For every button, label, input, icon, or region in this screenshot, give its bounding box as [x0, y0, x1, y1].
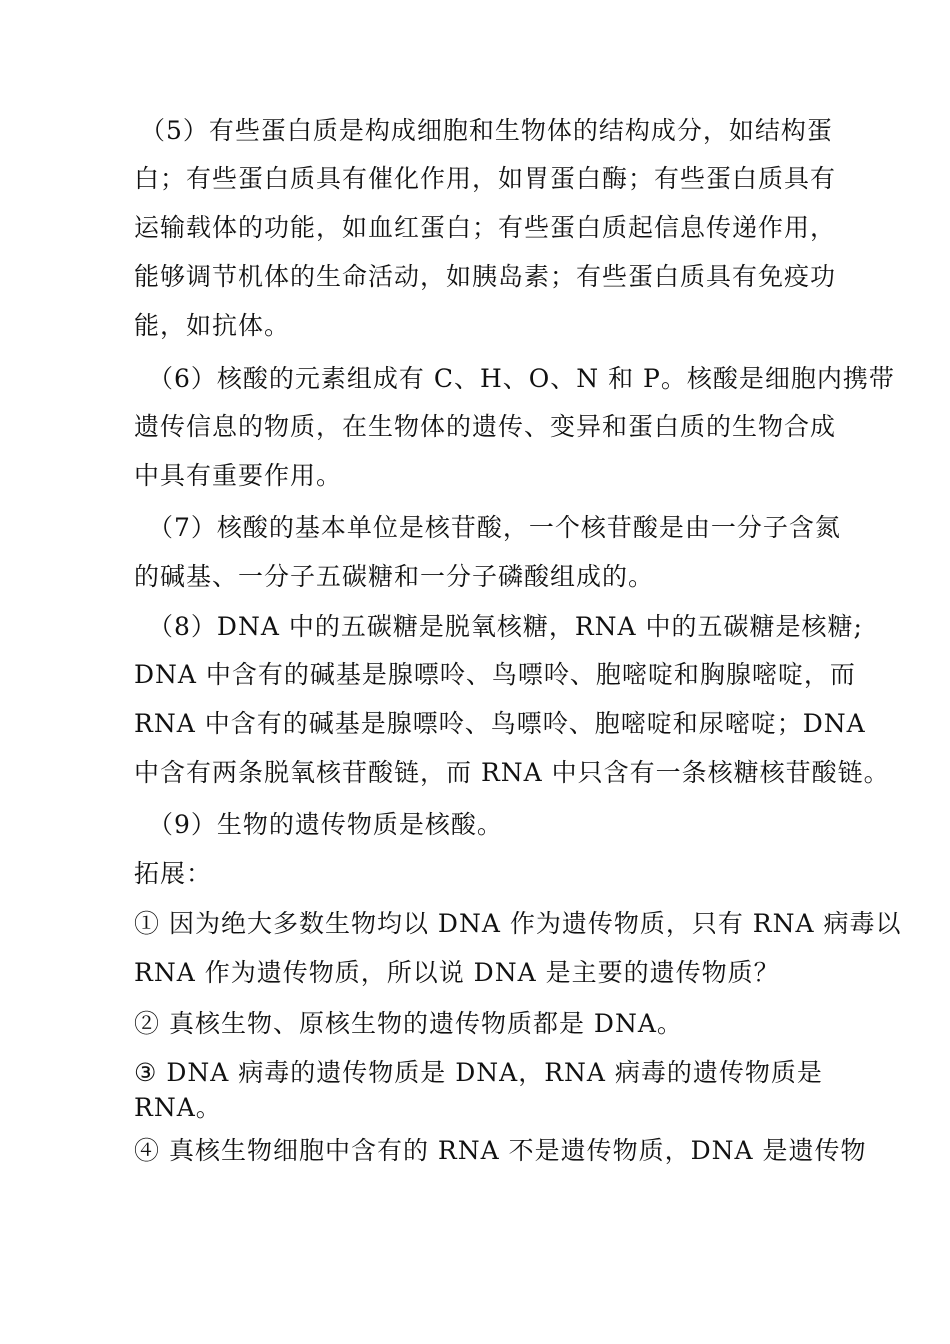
paragraph-7-line-1: （7）核酸的基本单位是核苷酸，一个核苷酸是由一分子含氮	[148, 513, 841, 542]
paragraph-8-line-3: RNA 中含有的碱基是腺嘌呤、鸟嘌呤、胞嘧啶和尿嘧啶；DNA	[134, 709, 866, 738]
paragraph-7-line-2: 的碱基、一分子五碳糖和一分子磷酸组成的。	[134, 562, 655, 591]
paragraph-5-line-3: 运输载体的功能，如血红蛋白；有些蛋白质起信息传递作用，	[134, 213, 837, 242]
paragraph-6-line-2: 遗传信息的物质，在生物体的遗传、变异和蛋白质的生物合成	[134, 412, 837, 441]
extension-item-3-line-2: RNA。	[134, 1093, 222, 1122]
paragraph-5-line-1: （5）有些蛋白质是构成细胞和生物体的结构成分，如结构蛋	[140, 116, 833, 145]
paragraph-5-line-2: 白；有些蛋白质具有催化作用，如胃蛋白酶；有些蛋白质具有	[134, 164, 837, 193]
paragraph-5-line-4: 能够调节机体的生命活动，如胰岛素；有些蛋白质具有免疫功	[134, 262, 837, 291]
paragraph-9: （9）生物的遗传物质是核酸。	[148, 810, 503, 839]
paragraph-5-line-5: 能，如抗体。	[134, 311, 291, 340]
extension-item-4: ④ 真核生物细胞中含有的 RNA 不是遗传物质，DNA 是遗传物	[134, 1136, 867, 1165]
extension-heading: 拓展：	[134, 859, 213, 888]
paragraph-8-line-1: （8）DNA 中的五碳糖是脱氧核糖，RNA 中的五碳糖是核糖;	[148, 612, 863, 641]
extension-item-2: ② 真核生物、原核生物的遗传物质都是 DNA。	[134, 1009, 683, 1038]
extension-item-3-line-1: ③ DNA 病毒的遗传物质是 DNA，RNA 病毒的遗传物质是	[134, 1058, 823, 1087]
paragraph-6-line-1: （6）核酸的元素组成有 C、H、O、N 和 P。核酸是细胞内携带	[148, 364, 895, 393]
paragraph-6-line-3: 中具有重要作用。	[134, 461, 343, 490]
paragraph-8-line-4: 中含有两条脱氧核苷酸链，而 RNA 中只含有一条核糖核苷酸链。	[134, 758, 890, 787]
extension-item-1-line-1: ① 因为绝大多数生物均以 DNA 作为遗传物质，只有 RNA 病毒以	[134, 909, 902, 938]
extension-item-1-line-2: RNA 作为遗传物质，所以说 DNA 是主要的遗传物质？	[134, 958, 780, 987]
paragraph-8-line-2: DNA 中含有的碱基是腺嘌呤、鸟嘌呤、胞嘧啶和胸腺嘧啶，而	[134, 660, 856, 689]
